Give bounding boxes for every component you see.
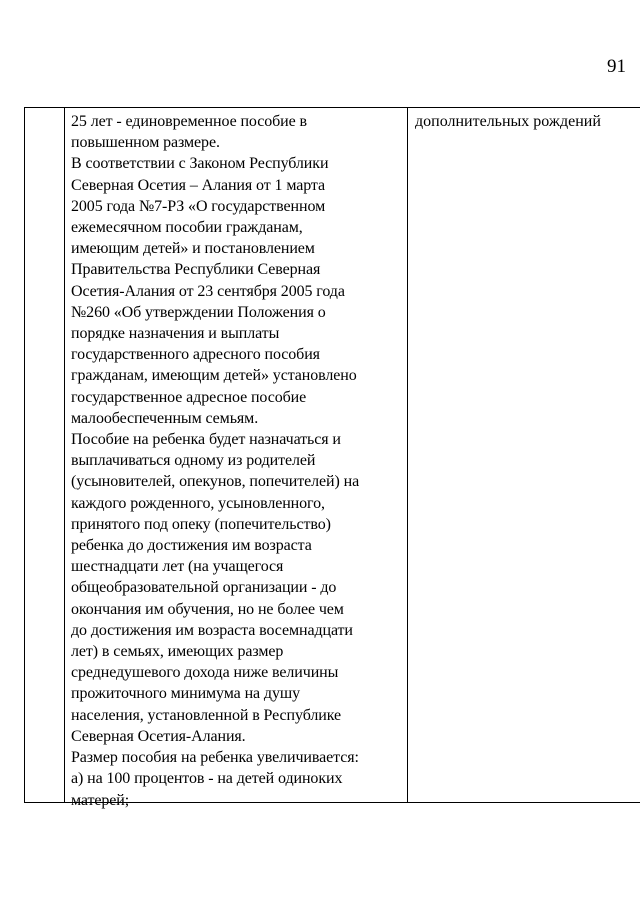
text-line: выплачиваться одному из родителей: [71, 452, 316, 470]
text-line: повышенном размере.: [71, 134, 220, 152]
page-number: 91: [607, 56, 626, 77]
text-line: до достижения им возраста восемнадцати: [71, 621, 353, 639]
document-table: [24, 107, 640, 809]
text-line: Северная Осетия-Алания.: [71, 727, 246, 745]
text-line: принятого под опеку (попечительство): [71, 515, 331, 533]
text-line: шестнадцати лет (на учащегося: [71, 558, 284, 576]
text-line: а) на 100 процентов - на детей одиноких: [71, 770, 343, 788]
table-cell-note: дополнительных рождений: [415, 113, 601, 130]
text-line: имеющим детей» и постановлением: [71, 240, 315, 258]
text-line: матерей;: [71, 791, 130, 809]
table-cell-description: [71, 111, 405, 811]
text-line: государственного адресного пособия: [71, 346, 320, 364]
text-line: общеобразовательной организации - до: [71, 579, 337, 597]
text-line: каждого рожденного, усыновленного,: [71, 494, 325, 512]
text-line: 2005 года №7-РЗ «О государственном: [71, 197, 326, 215]
text-line: малообеспеченным семьям.: [71, 409, 259, 427]
text-line: Правительства Республики Северная: [71, 261, 321, 279]
text-line: среднедушевого дохода ниже величины: [71, 664, 339, 682]
text-line: В соответствии с Законом Республики: [71, 155, 329, 173]
text-line: окончания им обучения, но не более чем: [71, 600, 344, 618]
text-line: 25 лет - единовременное пособие в: [71, 113, 307, 130]
text-line: гражданам, имеющим детей» установлено: [71, 367, 357, 385]
text-line: ежемесячном пособии гражданам,: [71, 219, 303, 237]
text-line: лет) в семьях, имеющих размер: [71, 643, 284, 661]
text-line: населения, установленной в Республике: [71, 706, 341, 724]
text-line: порядке назначения и выплаты: [71, 325, 280, 343]
text-line: (усыновителей, опекунов, попечителей) на: [71, 473, 360, 491]
column-divider-left: [64, 108, 65, 802]
text-line: Осетия-Алания от 23 сентября 2005 года: [71, 282, 345, 300]
text-line: Пособие на ребенка будет назначаться и: [71, 431, 341, 449]
text-line: прожиточного минимума на душу: [71, 685, 300, 703]
text-line: Размер пособия на ребенка увеличивается:: [71, 749, 359, 767]
text-line: №260 «Об утверждении Положения о: [71, 303, 326, 321]
text-line: Северная Осетия – Алания от 1 марта: [71, 176, 326, 194]
text-line: ребенка до достижения им возраста: [71, 537, 312, 555]
text-line: государственное адресное пособие: [71, 388, 307, 406]
column-divider-right: [407, 108, 408, 802]
